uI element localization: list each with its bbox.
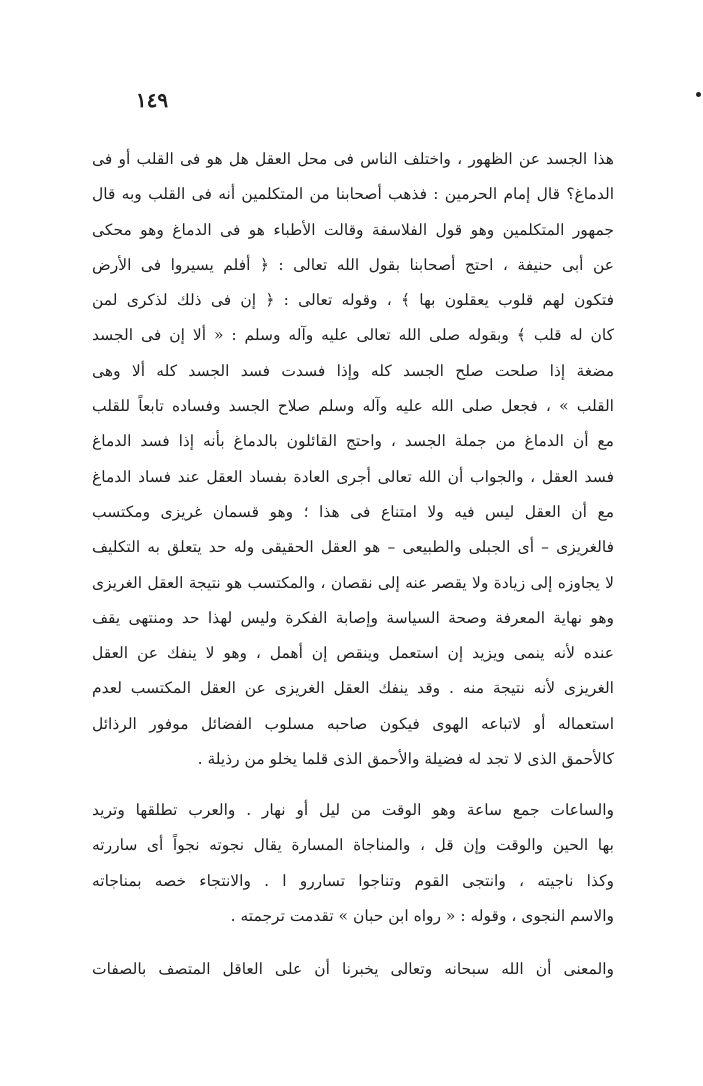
text-line: جمهور المتكلمين وهو قول الفلاسفة وقالت الأطباء هو فى الدماغ وهو محكى: [92, 220, 614, 239]
text-line: كالأحمق الذى لا تجد له فضيلة والأحمق الذى قلما يخلو من رذيلة .: [197, 750, 614, 769]
paragraph-1: [92, 142, 614, 777]
text-line: وهو نهاية المعرفة وصحة السياسة وإصابة الفكرة وليس لهذا حد ومنتهى يقف: [92, 608, 614, 627]
text-line: هذا الجسد عن الظهور ، واختلف الناس فى محل العقل هل هو فى القلب أو فى: [92, 150, 614, 168]
paragraph-2: [92, 793, 614, 934]
text-line: وكذا ناجيته ، وانتجى القوم وتناجوا تساررو ا . والانتجاء خصه بمناجاته: [92, 871, 614, 890]
text-line: عن أبى حنيفة ، احتج أصحابنا بقول الله تعالى : ﴿ أفلم يسيروا فى الأرض: [92, 255, 614, 274]
page-number: ١٤٩: [135, 88, 169, 112]
text-line: استعماله أو لاتباعه الهوى فيكون صاحبه مسلوب الفضائل موفور الرذائل: [92, 714, 614, 733]
text-line: عنده لأنه ينمى ويزيد إن استعمل وينقص إن أهمل ، وهو لا ينفك عن العقل: [92, 644, 614, 663]
text-line: والاسم النجوى ، وقوله : « رواه ابن حبان » تقدمت ترجمته .: [230, 906, 614, 925]
text-line: مع أن الدماغ من جملة الجسد ، واحتج القائلون بالدماغ بأنه إذا فسد الدماغ: [92, 432, 614, 451]
text-line: الدماغ؟ قال إمام الحرمين : فذهب أصحابنا من المتكلمين أنه فى القلب وبه قال: [92, 185, 614, 204]
text-line: كان له قلب ﴾ وبقوله صلى الله تعالى عليه وآله وسلم : « ألا إن فى الجسد: [92, 326, 614, 345]
text-line: القلب » ، فجعل صلى الله عليه وآله وسلم صلاح الجسد وفساده تابعاً للقلب: [92, 397, 614, 416]
text-line: والساعات جمع ساعة وهو الوقت من ليل أو نهار . والعرب تطلقها وتريد: [92, 801, 614, 819]
paragraph-3: [92, 952, 614, 987]
text-line: فسد العقل ، والجواب أن الله تعالى أجرى العادة بفساد العقل عند فساد الدماغ: [92, 467, 614, 486]
text-line: فتكون لهم قلوب يعقلون بها ﴾ ، وقوله تعالى : ﴿ إن فى ذلك لذكرى لمن: [92, 291, 614, 310]
text-line: بها الحين والوقت وإن قل ، والمناجاة المسارة يقال نجوته نجواً أى ساررته: [92, 836, 614, 855]
text-line: مضغة إذا صلحت صلح الجسد كله وإذا فسدت فسد الجسد كله ألا وهى: [92, 361, 614, 380]
text-line: لا يجاوزه إلى زيادة ولا يقصر عنه إلى نقصان ، والمكتسب هو نتيجة العقل الغريزى: [92, 573, 614, 592]
text-line: مع أن العقل ليس فيه ولا امتناع فى هذا ؛ وهو قسمان غريزى ومكتسب: [92, 502, 614, 521]
text-line: فالغريزى – أى الجبلى والطبيعى – هو العقل الحقيقى وله حد يتعلق به التكليف: [92, 538, 614, 557]
margin-mark: [696, 92, 701, 97]
text-line: الغريزى لأنه نتيجة منه . وقد ينفك العقل الغريزى عن العقل المكتسب لعدم: [92, 679, 614, 698]
text-line: والمعنى أن الله سبحانه وتعالى يخبرنا أن على العاقل المتصف بالصفات: [92, 960, 614, 978]
